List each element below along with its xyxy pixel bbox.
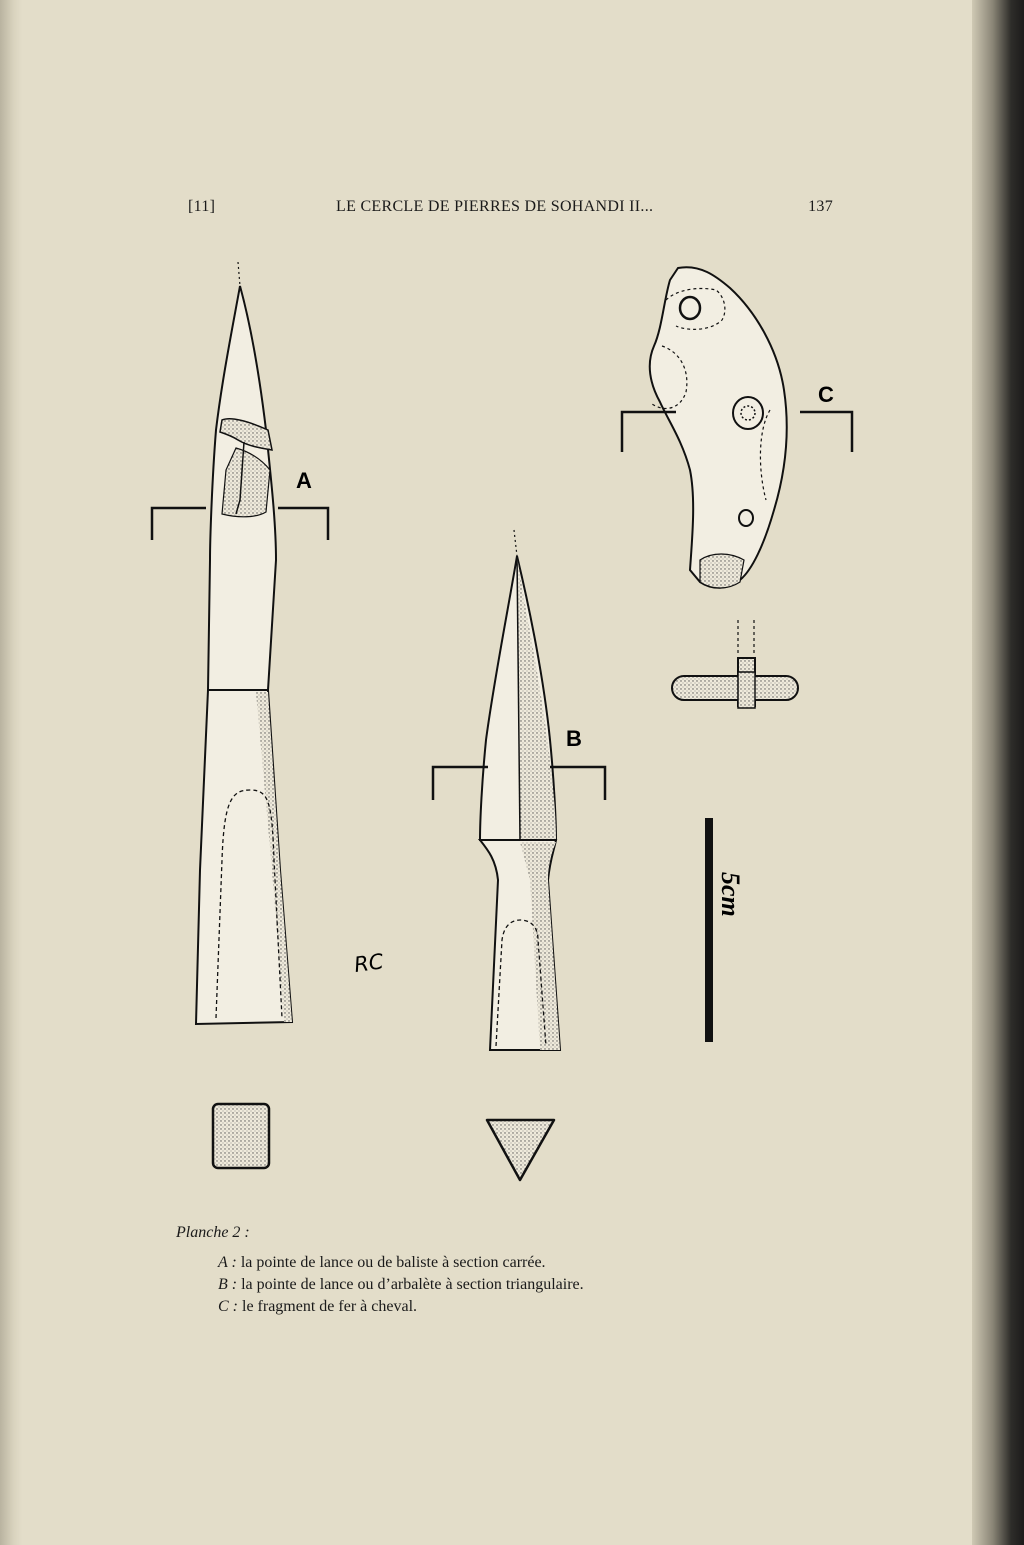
header-title: LE CERCLE DE PIERRES DE SOHANDI II... (336, 198, 654, 215)
label-a: A (296, 468, 312, 493)
scale-bar (705, 818, 745, 1042)
horseshoe-fragment-c-drawing (622, 267, 852, 708)
caption-key: C : (218, 1298, 238, 1315)
caption-key: B : (218, 1276, 238, 1293)
caption-item-a (176, 1252, 776, 1274)
caption-item-b (176, 1274, 776, 1296)
spearhead-b-drawing (433, 530, 605, 1180)
page-number: 137 (808, 198, 833, 215)
label-b: B (566, 726, 582, 751)
caption-key: A : (218, 1254, 237, 1271)
caption-title: Planche 2 : (176, 1224, 250, 1241)
spearhead-a-drawing (152, 262, 328, 1168)
plate-caption (176, 1222, 776, 1318)
caption-text: le fragment de fer à cheval. (242, 1298, 418, 1315)
scale-label: 5cm (716, 872, 745, 917)
label-c: C (818, 382, 834, 407)
caption-item-c (176, 1296, 776, 1318)
illustrator-initials: RC (352, 949, 385, 978)
caption-text: la pointe de lance ou de baliste à section carrée. (240, 1254, 546, 1271)
header-page-ref: [11] (188, 198, 216, 215)
caption-text: la pointe de lance ou d’arbalète à section triangulaire. (241, 1276, 584, 1293)
